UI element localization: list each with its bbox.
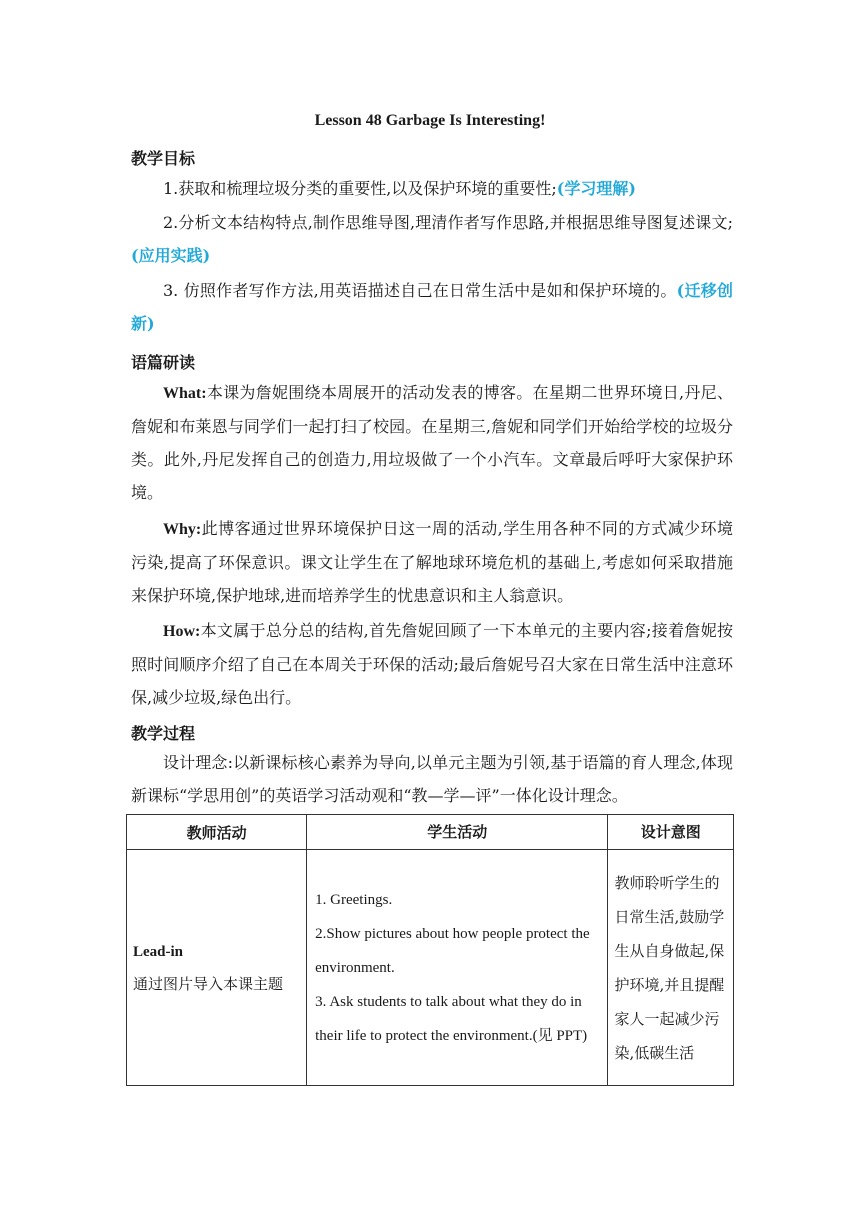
objectives-heading: 教学目标 xyxy=(131,149,196,168)
analysis-lead: Why: xyxy=(163,521,202,538)
header-student: 学生活动 xyxy=(307,815,608,850)
teacher-activity-text: 通过图片导入本课主题 xyxy=(133,974,284,993)
lesson-plan-table xyxy=(126,814,734,1086)
analysis-why xyxy=(131,512,733,612)
student-item: 2.Show pictures about how people protect the environment. xyxy=(315,925,590,976)
teacher-activity-cell xyxy=(127,850,307,1086)
objective-item xyxy=(131,172,733,205)
table-row xyxy=(127,850,734,1086)
objective-item xyxy=(131,206,733,272)
header-intent: 设计意图 xyxy=(608,815,734,850)
analysis-lead: How: xyxy=(163,623,201,640)
analysis-heading: 语篇研读 xyxy=(131,353,196,372)
analysis-what xyxy=(131,376,733,509)
objective-text: 1.获取和梳理垃圾分类的重要性,以及保护环境的重要性; xyxy=(163,179,557,198)
process-intro: 设计理念:以新课标核心素养为导向,以单元主题为引领,基于语篇的育人理念,体现新课标“学思用创”的英语学习活动观和“教—学—评”一体化设计理念。 xyxy=(131,753,733,805)
student-item: 1. Greetings. xyxy=(315,891,393,908)
lead-in-label: Lead-in xyxy=(133,943,184,960)
student-item: 3. Ask students to talk about what they do in their life to protect the environment.(见 PPT) xyxy=(315,993,588,1044)
objective-text: 3. 仿照作者写作方法,用英语描述自己在日常生活中是如和保护环境的。 xyxy=(163,281,677,300)
table-header-row xyxy=(127,815,734,850)
objective-item xyxy=(131,274,733,340)
analysis-text: 本课为詹妮围绕本周展开的活动发表的博客。在星期二世界环境日,丹尼、詹妮和布莱恩与同学们一起打扫了校园。在星期三,詹妮和同学们开始给学校的垃圾分类。此外,丹尼发挥自己的创造力,用垃圾做了一个小汽车。文章最后呼吁大家保护环境。 xyxy=(131,383,733,502)
analysis-text: 此博客通过世界环境保护日这一周的活动,学生用各种不同的方式减少环境污染,提高了环保意识。课文让学生在了解地球环境危机的基础上,考虑如何采取措施来保护环境,保护地球,进而培养学生的忧患意识和主人翁意识。 xyxy=(131,519,733,605)
design-intent-cell: 教师聆听学生的日常生活,鼓励学生从自身做起,保护环境,并且提醒家人一起减少污染,低碳生活 xyxy=(608,850,734,1086)
student-activity-cell xyxy=(307,850,608,1086)
header-teacher: 教师活动 xyxy=(127,815,307,850)
analysis-how xyxy=(131,614,733,714)
analysis-text: 本文属于总分总的结构,首先詹妮回顾了一下本单元的主要内容;接着詹妮按照时间顺序介绍了自己在本周关于环保的活动;最后詹妮号召大家在日常生活中注意环保,减少垃圾,绿色出行。 xyxy=(131,621,733,707)
objective-tag: (学习理解) xyxy=(556,179,636,198)
objective-text: 2.分析文本结构特点,制作思维导图,理清作者写作思路,并根据思维导图复述课文; xyxy=(163,213,733,232)
analysis-lead: What: xyxy=(163,385,207,402)
process-heading: 教学过程 xyxy=(131,724,196,743)
lesson-title: Lesson 48 Garbage Is Interesting! xyxy=(314,112,546,129)
objective-tag: (迁移创新) xyxy=(131,281,733,333)
objective-tag: (应用实践) xyxy=(131,246,211,265)
